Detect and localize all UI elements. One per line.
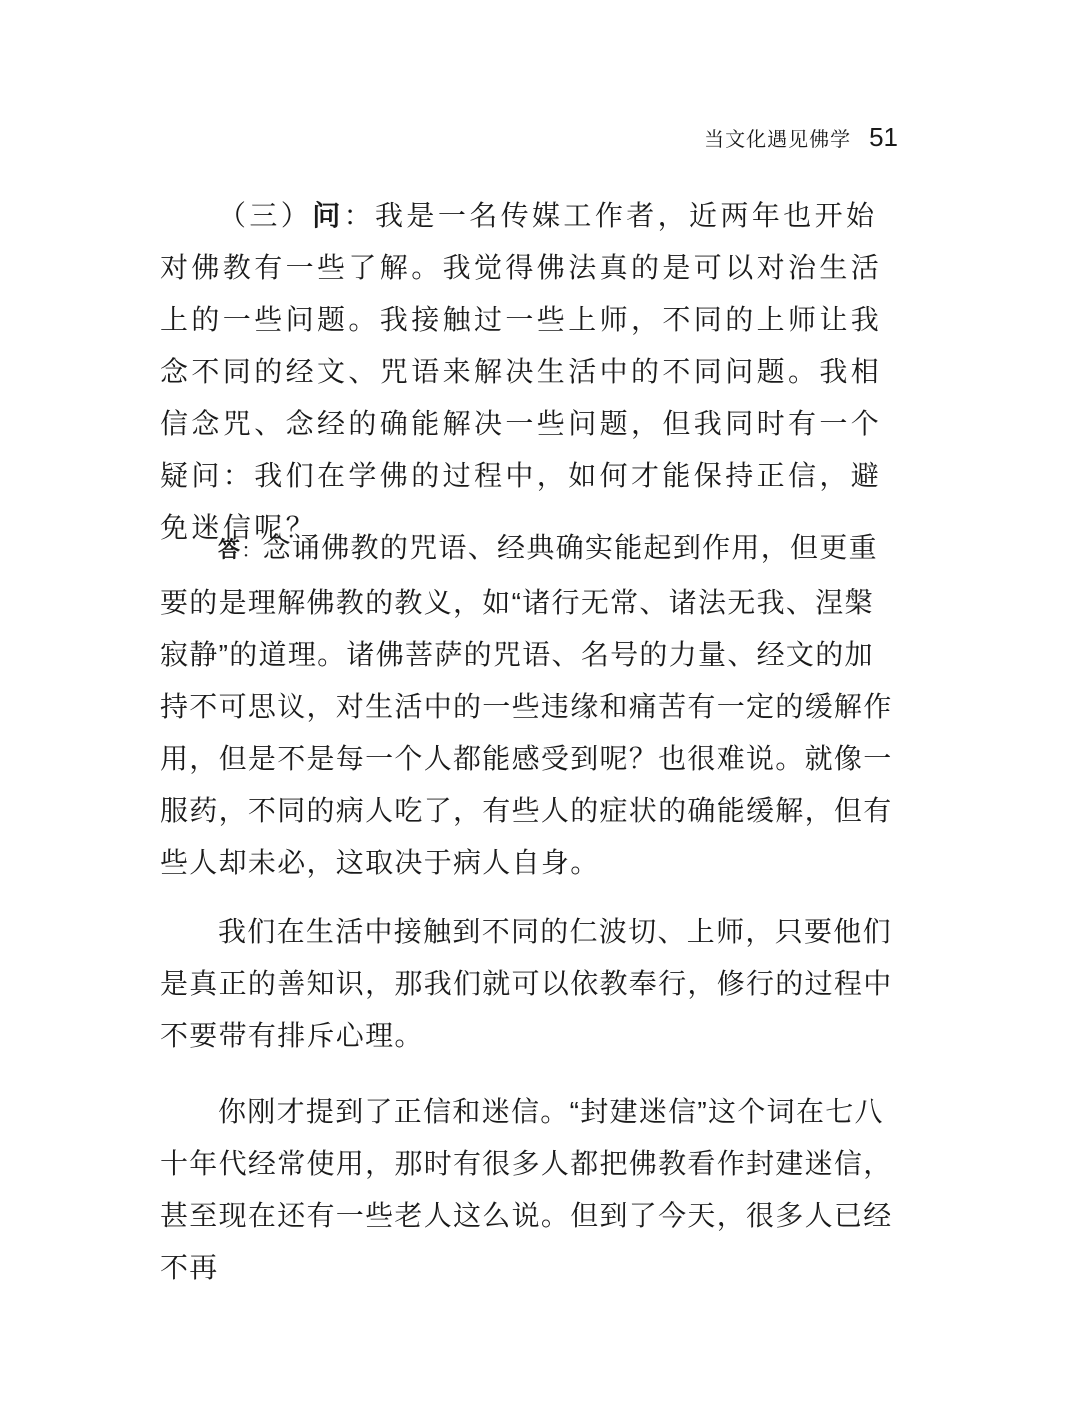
running-title: 当文化遇见佛学	[704, 127, 852, 151]
body-paragraph-block	[160, 1086, 900, 1294]
running-head	[704, 122, 898, 153]
body-paragraph: 我们在生活中接触到不同的仁波切、上师，只要他们是真正的善知识，那我们就可以依教奉行，修行的过程中不要带有排斥心理。	[160, 916, 893, 1051]
answer-marker: 答	[218, 537, 242, 563]
answer-block	[160, 522, 900, 889]
question-label: （三）	[218, 199, 313, 232]
question-block	[160, 190, 900, 554]
question-marker: 问	[312, 199, 344, 232]
question-paragraph	[160, 190, 900, 554]
page-number: 51	[869, 122, 898, 152]
question-text: 我是一名传媒工作者，近两年也开始对佛教有一些了解。我觉得佛法真的是可以对治生活上的一些问题。我接触过一些上师，不同的上师让我念不同的经文、咒语来解决生活中的不同问题。我相信念咒、念经的确能解决一些问题，但我同时有一个疑问：我们在学佛的过程中，如何才能保持正信，避免迷信呢？	[160, 199, 883, 544]
answer-colon: ：	[241, 540, 263, 562]
body-paragraph: 你刚才提到了正信和迷信。“封建迷信”这个词在七八十年代经常使用，那时有很多人都把佛教看作封建迷信，甚至现在还有一些老人这么说。但到了今天，很多人已经不再	[160, 1096, 893, 1283]
body-paragraph-block	[160, 906, 900, 1062]
answer-paragraph	[160, 522, 900, 889]
question-colon: ：	[343, 199, 376, 232]
answer-text: 念诵佛教的咒语、经典确实能起到作用，但更重要的是理解佛教的教义，如“诸行无常、诸法无我、涅槃寂静”的道理。诸佛菩萨的咒语、名号的力量、经文的加持不可思议，对生活中的一些违缘和痛苦有一定的缓解作用，但是不是每一个人都能感受到呢？也很难说。就像一服药，不同的病人吃了，有些人的症状的确能缓解，但有些人却未必，这取决于病人自身。	[160, 532, 893, 878]
